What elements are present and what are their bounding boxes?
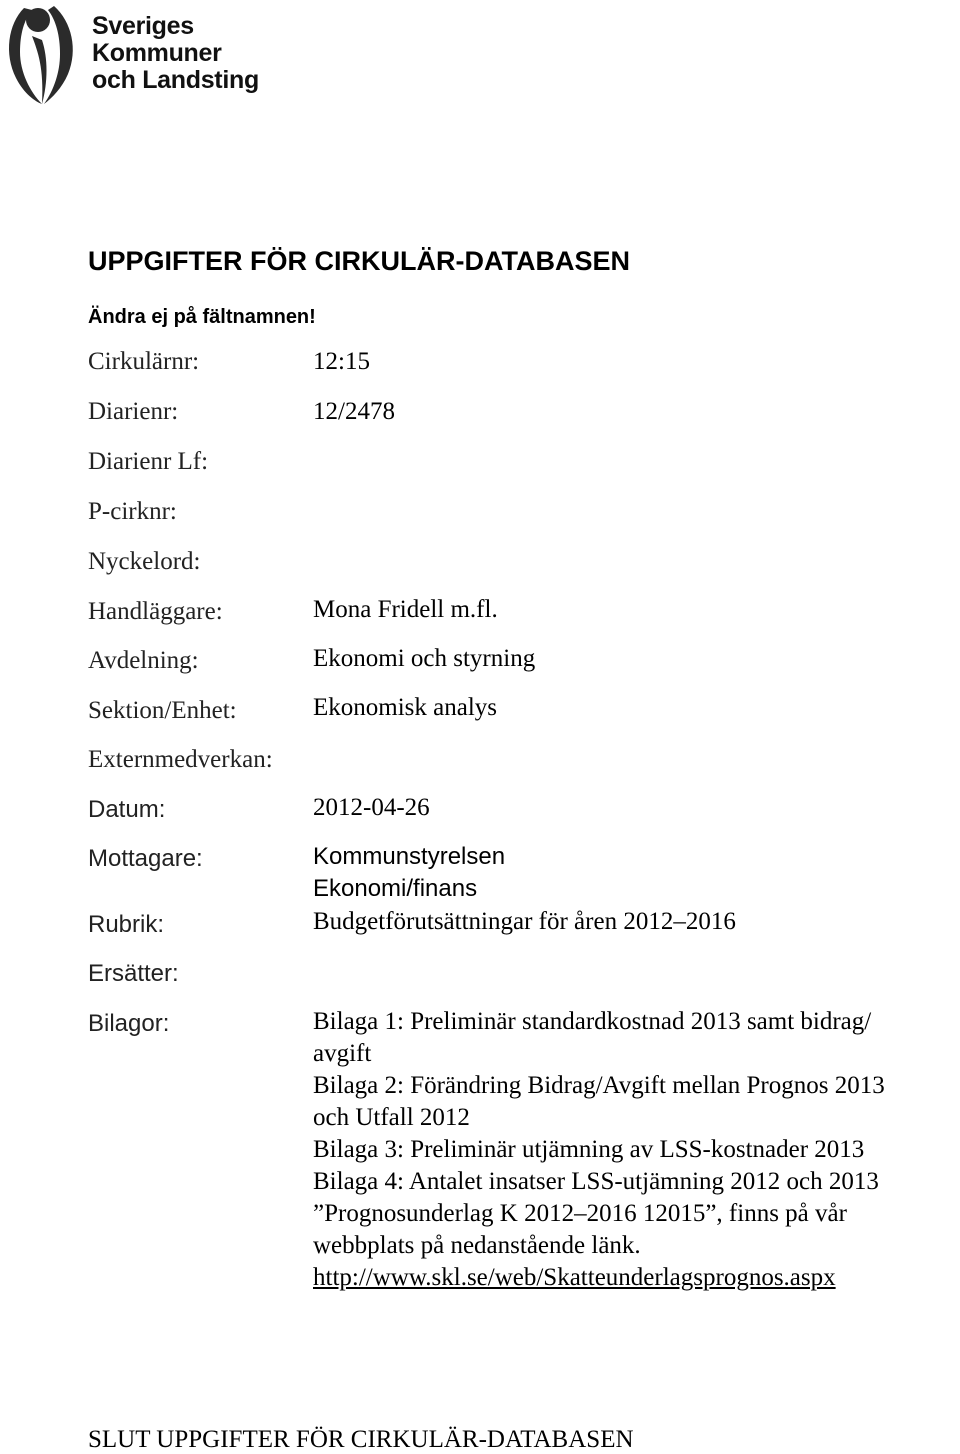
org-name-line: och Landsting: [92, 66, 259, 94]
field-label: Mottagare:: [88, 845, 203, 872]
prognosis-link[interactable]: http://www.skl.se/web/Skatteunderlagsprognos.aspx: [313, 1264, 836, 1291]
field-value: Budgetförutsättningar för åren 2012–2016: [313, 908, 736, 935]
field-label: P-cirknr:: [88, 498, 177, 525]
attachment-line: Bilaga 3: Preliminär utjämning av LSS-kostnader 2013: [313, 1136, 865, 1163]
attachment-line: avgift: [313, 1040, 372, 1067]
attachment-line: webbplats på nedanstående länk.: [313, 1232, 641, 1259]
field-value: Ekonomi och styrning: [313, 645, 536, 672]
field-label: Bilagor:: [88, 1010, 170, 1037]
field-name-warning: Ändra ej på fältnamnen!: [88, 306, 316, 328]
attachment-line: och Utfall 2012: [313, 1104, 470, 1131]
field-value: Mona Fridell m.fl.: [313, 596, 498, 623]
org-name-line: Sveriges: [92, 12, 194, 40]
field-label: Rubrik:: [88, 911, 165, 938]
recipient-line: Ekonomi/finans: [313, 875, 478, 902]
attachment-line: Bilaga 4: Antalet insatser LSS-utjämning 2012 och 2013: [313, 1168, 879, 1195]
recipient-line: Kommunstyrelsen: [313, 843, 506, 870]
attachment-line: ”Prognosunderlag K 2012–2016 12015”, finns på vår: [313, 1200, 847, 1227]
link-line: [313, 1262, 958, 1294]
field-label: Cirkulärnr:: [88, 348, 200, 375]
field-value: [313, 841, 958, 905]
document-footer: SLUT UPPGIFTER FÖR CIRKULÄR-DATABASEN: [88, 1426, 634, 1453]
attachment-line: Bilaga 2: Förändring Bidrag/Avgift mellan Prognos 2013: [313, 1072, 885, 1099]
field-value: Ekonomisk analys: [313, 694, 498, 721]
org-name: [92, 13, 259, 94]
attachment-line: Bilaga 1: Preliminär standardkostnad 2013 samt bidrag/: [313, 1008, 872, 1035]
field-value: 2012-04-26: [313, 794, 430, 821]
field-label: Diarienr:: [88, 398, 179, 425]
field-label: Nyckelord:: [88, 548, 201, 575]
org-name-line: Kommuner: [92, 39, 222, 67]
skl-logo-icon: [2, 2, 82, 106]
field-label: Ersätter:: [88, 960, 179, 987]
field-label: Externmedverkan:: [88, 746, 273, 773]
field-label: Sektion/Enhet:: [88, 697, 237, 724]
field-value: 12/2478: [313, 398, 395, 425]
field-label: Datum:: [88, 796, 166, 823]
document-heading: UPPGIFTER FÖR CIRKULÄR-DATABASEN: [88, 246, 630, 276]
field-label: Diarienr Lf:: [88, 448, 209, 475]
field-value: [313, 1006, 958, 1294]
field-value: 12:15: [313, 348, 370, 375]
field-label: Handläggare:: [88, 598, 223, 625]
org-logo: [0, 0, 260, 110]
field-label: Avdelning:: [88, 647, 199, 674]
